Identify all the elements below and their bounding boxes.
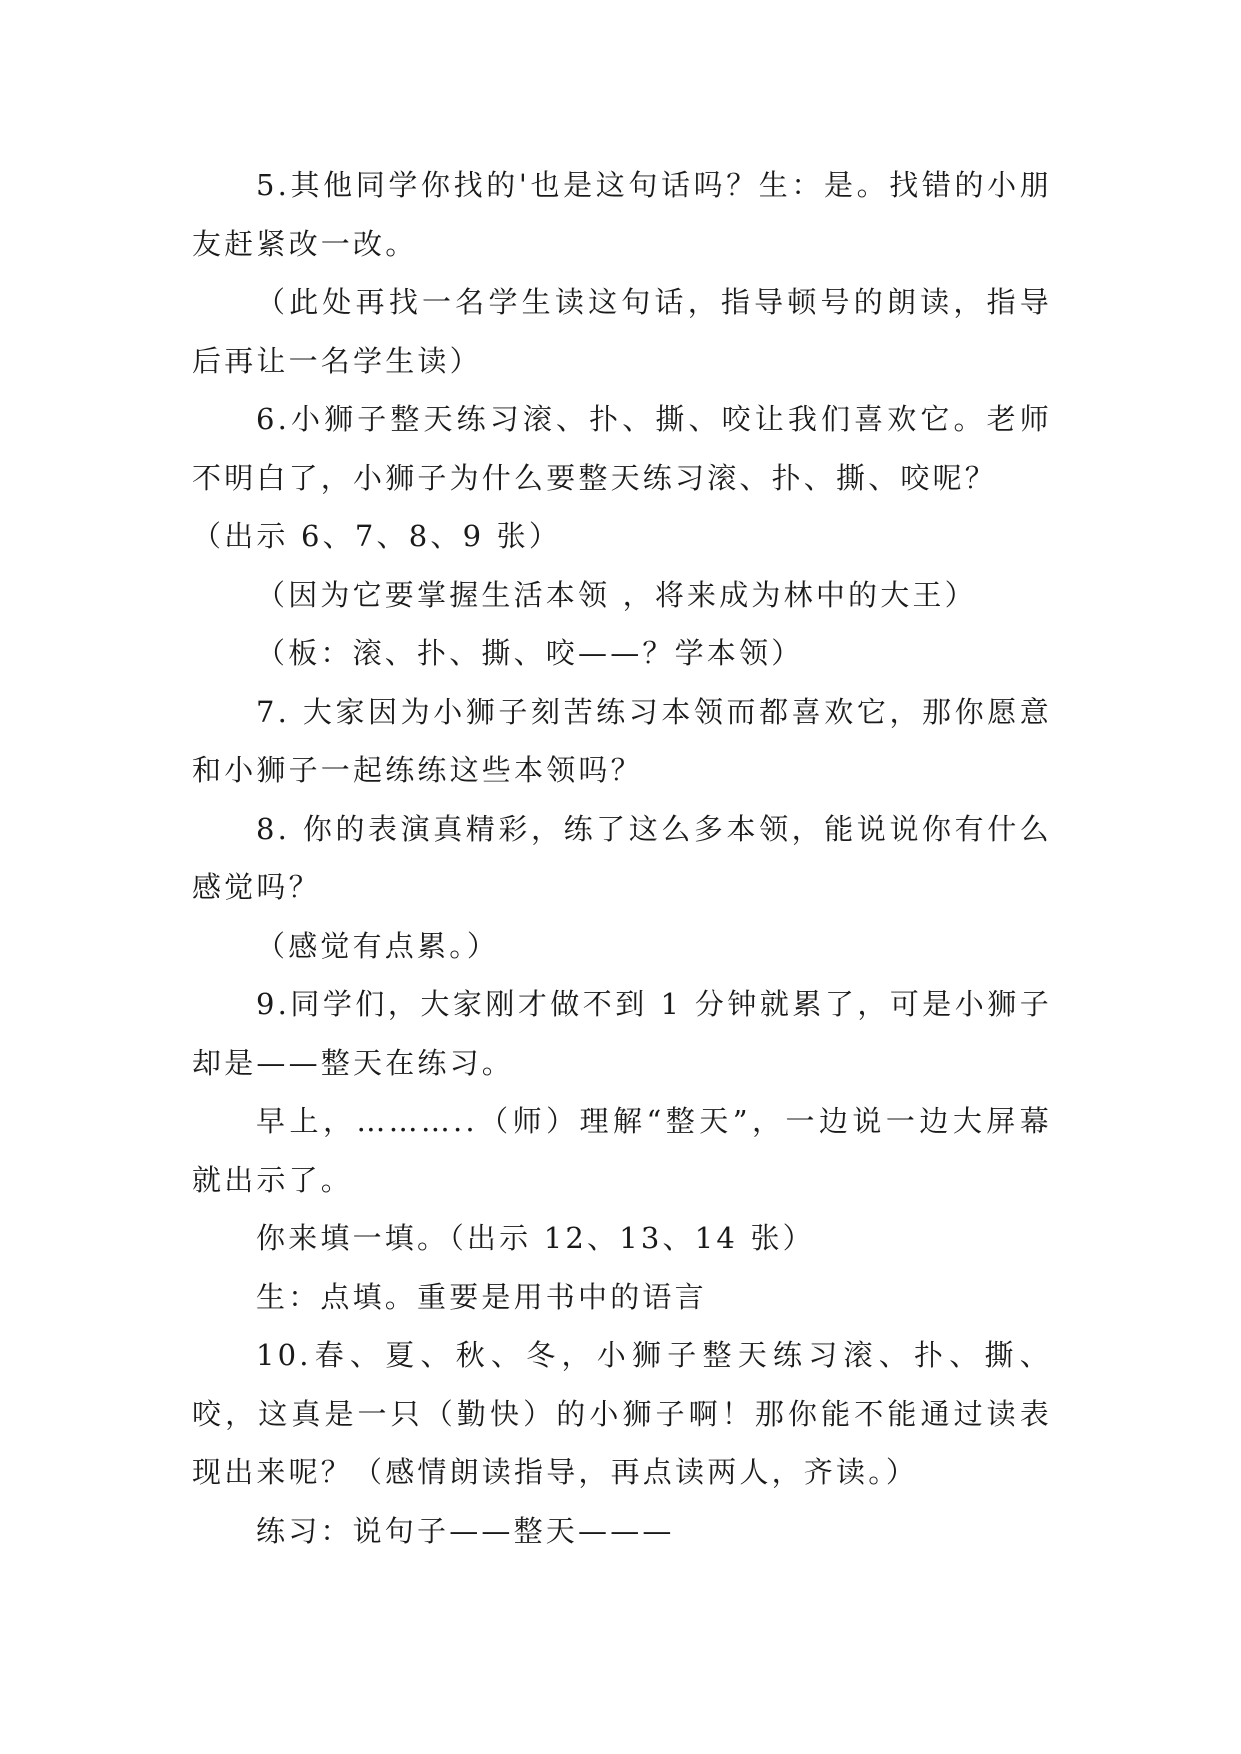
paragraph-10: 10.春、夏、秋、冬，小狮子整天练习滚、扑、撕、咬，这真是一只（勤快）的小狮子啊！那你能不能通过读表现出来呢？（感情朗读指导，再点读两人，齐读。） [192, 1338, 1052, 1489]
paragraph-reason: （因为它要掌握生活本领 ，将来成为林中的大王） [256, 577, 977, 612]
paragraph-9: 9.同学们，大家刚才做不到 1 分钟就累了，可是小狮子却是——整天在练习。 [192, 987, 1052, 1080]
paragraph-6: 6.小狮子整天练习滚、扑、撕、咬让我们喜欢它。老师不明白了，小狮子为什么要整天练习滚、扑、撕、咬呢？ [192, 402, 1052, 495]
paragraph-7: 7. 大家因为小狮子刻苦练习本领而都喜欢它，那你愿意和小狮子一起练练这些本领吗？ [192, 694, 1052, 787]
paragraph-8: 8. 你的表演真精彩，练了这么多本领，能说说你有什么感觉吗？ [192, 811, 1052, 904]
document-body [192, 156, 1052, 1560]
paragraph-board: （板：滚、扑、撕、咬——？学本领） [256, 636, 804, 670]
paragraph-fill-in: 你来填一填。（出示 12、13、14 张） [256, 1221, 815, 1255]
paragraph-morning: 早上，………..（师）理解“整天”，一边说一边大屏幕就出示了。 [192, 1104, 1052, 1197]
paragraph-student-fill: 生：点填。重要是用书中的语言 [256, 1279, 707, 1314]
paragraph-show-slides-6-9: （出示 6、7、8、9 张） [192, 519, 562, 553]
paragraph-5: 5.其他同学你找的'也是这句话吗？生：是。找错的小朋友赶紧改一改。 [192, 168, 1052, 261]
paragraph-note-pause: （此处再找一名学生读这句话，指导顿号的朗读，指导后再让一名学生读） [192, 285, 1052, 378]
paragraph-feeling: （感觉有点累。） [256, 928, 500, 963]
paragraph-exercise: 练习：说句子——整天——— [256, 1513, 675, 1548]
